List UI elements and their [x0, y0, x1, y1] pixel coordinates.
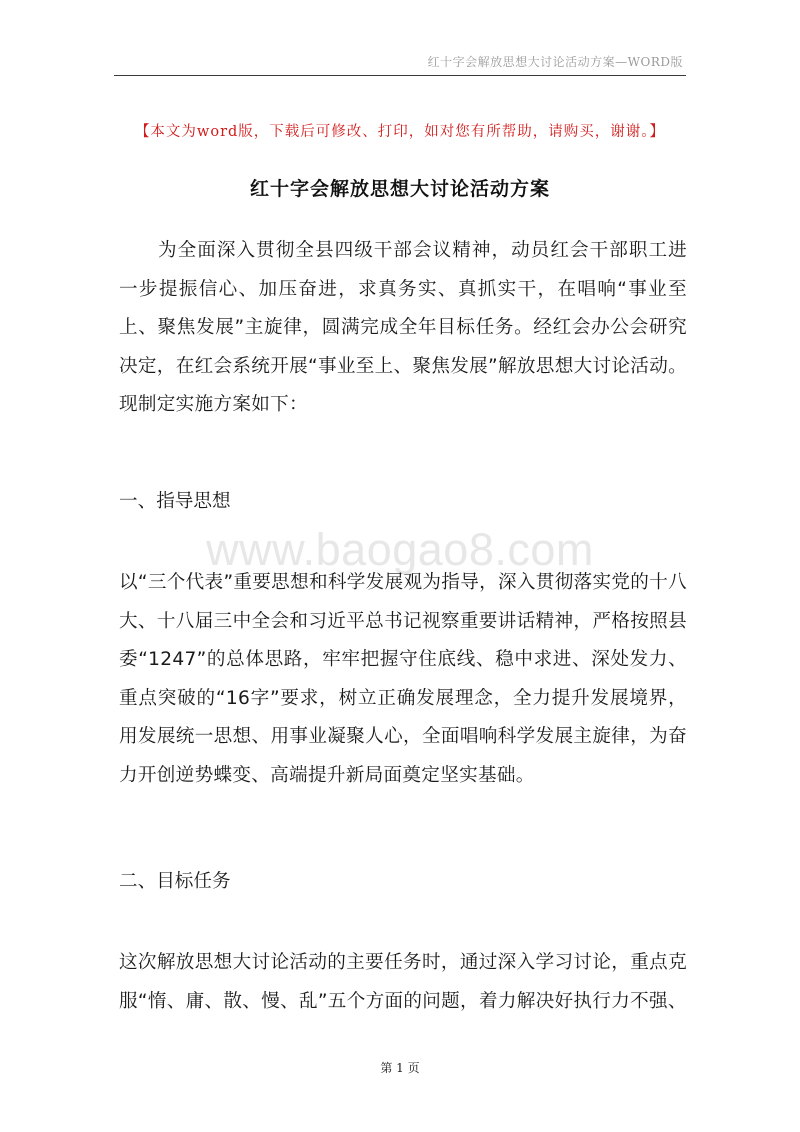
- download-notice: 【本文为word版，下载后可修改、打印，如对您有所帮助，请购买，谢谢。】: [134, 124, 666, 140]
- section-heading-guiding-ideology: 一、指导思想: [119, 491, 231, 512]
- site-watermark: www.baogao8.com: [206, 524, 594, 575]
- section-paragraph-goals: 这次解放思想大讨论活动的主要任务时，通过深入学习讨论，重点克服“惰、庸、散、慢、乱”五个方面的问题，着力解决好执行力不强、: [119, 952, 687, 1012]
- header-divider: [114, 75, 686, 76]
- section-heading-goals: 二、目标任务: [119, 871, 231, 892]
- section-paragraph-guiding-ideology: 以“三个代表”重要思想和科学发展观为指导，深入贯彻落实党的十八大、十八届三中全会和习近平总书记视察重要讲话精神，严格按照县委“1247”的总体思路，牢牢把握守住底线、稳中求进、深处发力、重点突破的“16字”要求，树立正确发展理念，全力提升发展境界，用发展统一思想、用事业凝聚人心，全面唱响科学发展主旋律，为奋力开创逆势蝶变、高端提升新局面奠定坚实基础。: [119, 572, 687, 786]
- page-number: 第 1 页: [380, 1061, 420, 1075]
- running-header: 红十字会解放思想大讨论活动方案—WORD版: [427, 55, 683, 69]
- intro-paragraph: 为全面深入贯彻全县四级干部会议精神，动员红会干部职工进一步提振信心、加压奋进，求真务实、真抓实干，在唱响“事业至上、聚焦发展”主旋律，圆满完成全年目标任务。经红会办公会研究决定，在红会系统开展“事业至上、聚焦发展”解放思想大讨论活动。现制定实施方案如下：: [119, 240, 687, 415]
- document-title: 红十字会解放思想大讨论活动方案: [249, 178, 550, 200]
